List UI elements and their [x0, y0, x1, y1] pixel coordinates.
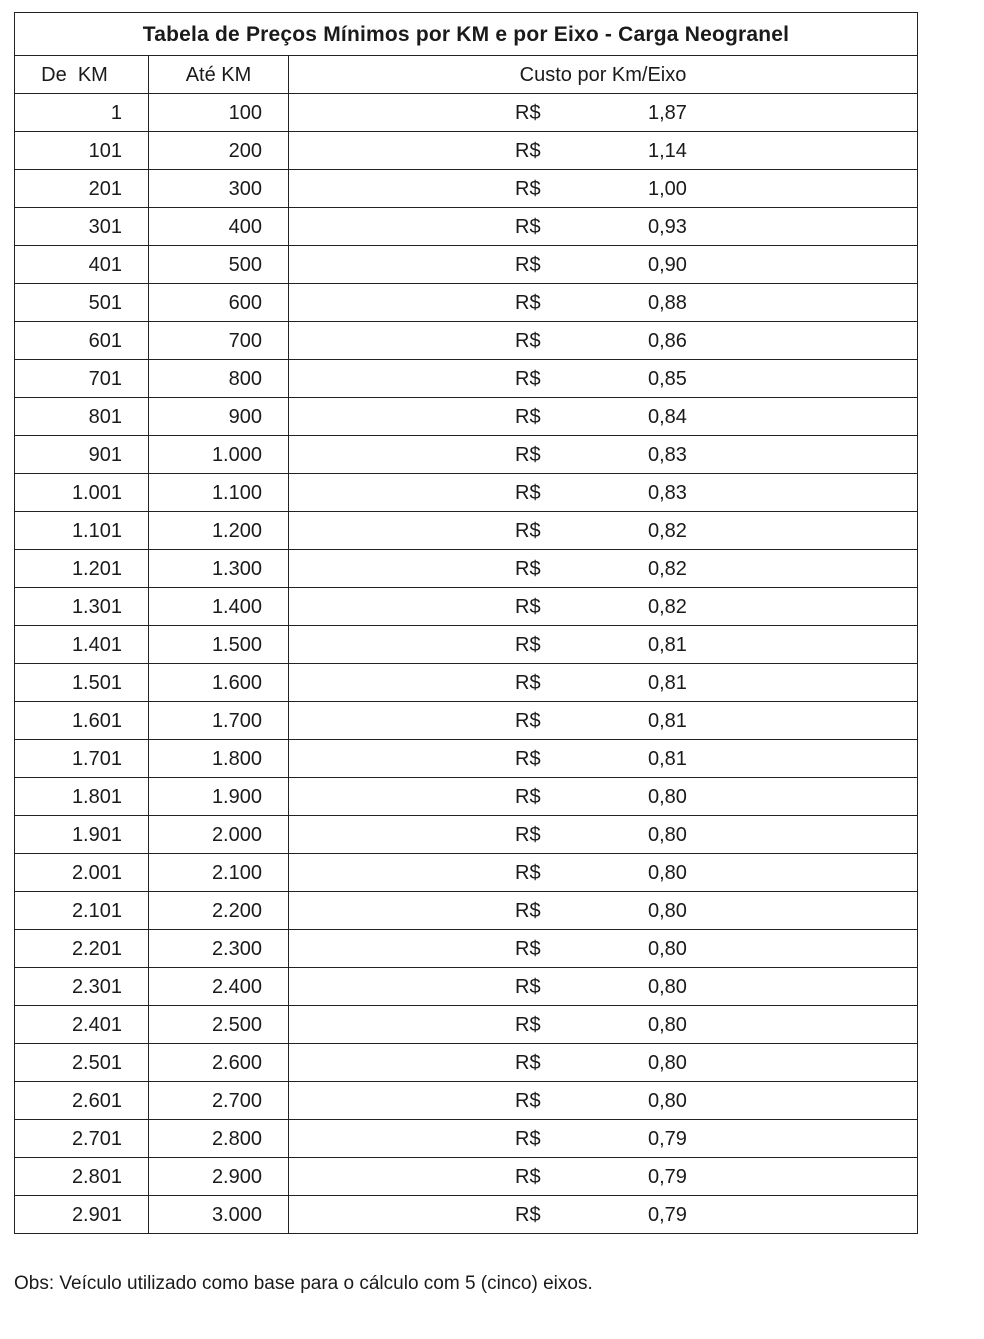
to-km-cell: 600 [149, 284, 289, 322]
header-from-km: De KM [15, 56, 149, 94]
currency-symbol: R$ [515, 367, 541, 390]
table-row [15, 322, 918, 360]
table-row [15, 1120, 918, 1158]
cost-cell [289, 550, 918, 588]
cost-value: 0,84 [648, 405, 687, 428]
from-km-cell: 1.201 [15, 550, 149, 588]
from-km-cell: 2.801 [15, 1158, 149, 1196]
from-km-cell: 801 [15, 398, 149, 436]
currency-symbol: R$ [515, 747, 541, 770]
currency-symbol: R$ [515, 633, 541, 656]
cost-value: 0,82 [648, 519, 687, 542]
currency-symbol: R$ [515, 1127, 541, 1150]
cost-value: 0,80 [648, 899, 687, 922]
from-km-cell: 201 [15, 170, 149, 208]
from-km-cell: 1.001 [15, 474, 149, 512]
price-table [14, 12, 918, 1234]
cost-cell [289, 854, 918, 892]
to-km-cell: 2.400 [149, 968, 289, 1006]
table-row [15, 588, 918, 626]
from-km-cell: 2.401 [15, 1006, 149, 1044]
cost-cell [289, 398, 918, 436]
from-km-cell: 2.201 [15, 930, 149, 968]
currency-symbol: R$ [515, 519, 541, 542]
to-km-cell: 2.500 [149, 1006, 289, 1044]
to-km-cell: 2.700 [149, 1082, 289, 1120]
cost-cell [289, 512, 918, 550]
currency-symbol: R$ [515, 329, 541, 352]
cost-cell [289, 322, 918, 360]
currency-symbol: R$ [515, 481, 541, 504]
table-row [15, 854, 918, 892]
cost-value: 0,80 [648, 823, 687, 846]
table-row [15, 284, 918, 322]
currency-symbol: R$ [515, 101, 541, 124]
cost-value: 0,85 [648, 367, 687, 390]
from-km-cell: 1.401 [15, 626, 149, 664]
currency-symbol: R$ [515, 253, 541, 276]
to-km-cell: 800 [149, 360, 289, 398]
table-row [15, 740, 918, 778]
cost-value: 0,81 [648, 747, 687, 770]
cost-cell [289, 702, 918, 740]
to-km-cell: 1.700 [149, 702, 289, 740]
from-km-cell: 2.701 [15, 1120, 149, 1158]
table-row [15, 1196, 918, 1234]
cost-value: 0,82 [648, 557, 687, 580]
currency-symbol: R$ [515, 1013, 541, 1036]
to-km-cell: 700 [149, 322, 289, 360]
to-km-cell: 1.100 [149, 474, 289, 512]
table-row [15, 778, 918, 816]
cost-value: 0,86 [648, 329, 687, 352]
currency-symbol: R$ [515, 595, 541, 618]
cost-value: 0,79 [648, 1165, 687, 1188]
currency-symbol: R$ [515, 861, 541, 884]
price-table-container [14, 12, 917, 1234]
from-km-cell: 301 [15, 208, 149, 246]
currency-symbol: R$ [515, 177, 541, 200]
cost-value: 0,93 [648, 215, 687, 238]
cost-value: 0,88 [648, 291, 687, 314]
cost-cell [289, 1120, 918, 1158]
table-row [15, 702, 918, 740]
cost-value: 1,14 [648, 139, 687, 162]
table-row [15, 664, 918, 702]
to-km-cell: 1.200 [149, 512, 289, 550]
currency-symbol: R$ [515, 899, 541, 922]
table-row [15, 930, 918, 968]
table-row [15, 398, 918, 436]
cost-value: 0,80 [648, 1089, 687, 1112]
currency-symbol: R$ [515, 1165, 541, 1188]
header-to-km: Até KM [149, 56, 289, 94]
to-km-cell: 100 [149, 94, 289, 132]
cost-value: 0,80 [648, 1051, 687, 1074]
cost-cell [289, 360, 918, 398]
currency-symbol: R$ [515, 671, 541, 694]
from-km-cell: 501 [15, 284, 149, 322]
table-row [15, 474, 918, 512]
cost-value: 0,81 [648, 633, 687, 656]
cost-value: 0,80 [648, 1013, 687, 1036]
cost-value: 0,90 [648, 253, 687, 276]
cost-cell [289, 778, 918, 816]
footnote: Obs: Veículo utilizado como base para o cálculo com 5 (cinco) eixos. [14, 1273, 593, 1294]
cost-cell [289, 1158, 918, 1196]
currency-symbol: R$ [515, 557, 541, 580]
currency-symbol: R$ [515, 823, 541, 846]
cost-value: 0,79 [648, 1203, 687, 1226]
table-row [15, 816, 918, 854]
cost-cell [289, 626, 918, 664]
cost-cell [289, 436, 918, 474]
cost-cell [289, 664, 918, 702]
from-km-cell: 1.801 [15, 778, 149, 816]
to-km-cell: 1.600 [149, 664, 289, 702]
from-km-cell: 2.501 [15, 1044, 149, 1082]
currency-symbol: R$ [515, 709, 541, 732]
from-km-cell: 101 [15, 132, 149, 170]
cost-cell [289, 1006, 918, 1044]
cost-cell [289, 474, 918, 512]
table-title: Tabela de Preços Mínimos por KM e por Eixo - Carga Neogranel [15, 13, 918, 56]
currency-symbol: R$ [515, 937, 541, 960]
cost-value: 1,00 [648, 177, 687, 200]
from-km-cell: 1.601 [15, 702, 149, 740]
cost-value: 0,80 [648, 975, 687, 998]
table-row [15, 1006, 918, 1044]
to-km-cell: 1.300 [149, 550, 289, 588]
to-km-cell: 1.900 [149, 778, 289, 816]
cost-cell [289, 208, 918, 246]
cost-value: 0,80 [648, 937, 687, 960]
cost-value: 0,80 [648, 861, 687, 884]
cost-value: 0,81 [648, 671, 687, 694]
to-km-cell: 500 [149, 246, 289, 284]
cost-value: 1,87 [648, 101, 687, 124]
cost-cell [289, 740, 918, 778]
currency-symbol: R$ [515, 291, 541, 314]
cost-cell [289, 94, 918, 132]
from-km-cell: 901 [15, 436, 149, 474]
table-row [15, 170, 918, 208]
table-row [15, 892, 918, 930]
to-km-cell: 1.400 [149, 588, 289, 626]
from-km-cell: 1 [15, 94, 149, 132]
cost-cell [289, 132, 918, 170]
cost-cell [289, 170, 918, 208]
cost-value: 0,82 [648, 595, 687, 618]
table-row [15, 208, 918, 246]
table-row [15, 132, 918, 170]
cost-cell [289, 588, 918, 626]
from-km-cell: 1.501 [15, 664, 149, 702]
header-cost: Custo por Km/Eixo [289, 56, 918, 94]
to-km-cell: 900 [149, 398, 289, 436]
from-km-cell: 1.301 [15, 588, 149, 626]
table-row [15, 512, 918, 550]
currency-symbol: R$ [515, 1051, 541, 1074]
cost-value: 0,79 [648, 1127, 687, 1150]
cost-cell [289, 1082, 918, 1120]
table-row [15, 626, 918, 664]
cost-value: 0,80 [648, 785, 687, 808]
cost-value: 0,83 [648, 481, 687, 504]
to-km-cell: 2.900 [149, 1158, 289, 1196]
cost-cell [289, 246, 918, 284]
table-row [15, 246, 918, 284]
from-km-cell: 2.301 [15, 968, 149, 1006]
currency-symbol: R$ [515, 443, 541, 466]
from-km-cell: 1.701 [15, 740, 149, 778]
currency-symbol: R$ [515, 975, 541, 998]
from-km-cell: 2.901 [15, 1196, 149, 1234]
cost-cell [289, 1044, 918, 1082]
currency-symbol: R$ [515, 215, 541, 238]
table-row [15, 94, 918, 132]
from-km-cell: 2.001 [15, 854, 149, 892]
table-row [15, 436, 918, 474]
to-km-cell: 2.300 [149, 930, 289, 968]
to-km-cell: 2.800 [149, 1120, 289, 1158]
to-km-cell: 3.000 [149, 1196, 289, 1234]
header-row [15, 56, 918, 94]
to-km-cell: 1.800 [149, 740, 289, 778]
from-km-cell: 2.101 [15, 892, 149, 930]
to-km-cell: 2.600 [149, 1044, 289, 1082]
from-km-cell: 401 [15, 246, 149, 284]
from-km-cell: 701 [15, 360, 149, 398]
cost-cell [289, 816, 918, 854]
table-row [15, 360, 918, 398]
to-km-cell: 1.000 [149, 436, 289, 474]
cost-cell [289, 284, 918, 322]
currency-symbol: R$ [515, 1089, 541, 1112]
table-row [15, 550, 918, 588]
currency-symbol: R$ [515, 139, 541, 162]
title-row [15, 13, 918, 56]
cost-cell [289, 1196, 918, 1234]
cost-value: 0,81 [648, 709, 687, 732]
to-km-cell: 200 [149, 132, 289, 170]
to-km-cell: 400 [149, 208, 289, 246]
to-km-cell: 1.500 [149, 626, 289, 664]
cost-cell [289, 968, 918, 1006]
cost-cell [289, 930, 918, 968]
to-km-cell: 2.100 [149, 854, 289, 892]
table-row [15, 968, 918, 1006]
to-km-cell: 2.000 [149, 816, 289, 854]
from-km-cell: 601 [15, 322, 149, 360]
to-km-cell: 2.200 [149, 892, 289, 930]
table-row [15, 1158, 918, 1196]
cost-cell [289, 892, 918, 930]
table-row [15, 1082, 918, 1120]
cost-value: 0,83 [648, 443, 687, 466]
from-km-cell: 1.901 [15, 816, 149, 854]
from-km-cell: 2.601 [15, 1082, 149, 1120]
currency-symbol: R$ [515, 1203, 541, 1226]
currency-symbol: R$ [515, 405, 541, 428]
table-row [15, 1044, 918, 1082]
from-km-cell: 1.101 [15, 512, 149, 550]
currency-symbol: R$ [515, 785, 541, 808]
to-km-cell: 300 [149, 170, 289, 208]
